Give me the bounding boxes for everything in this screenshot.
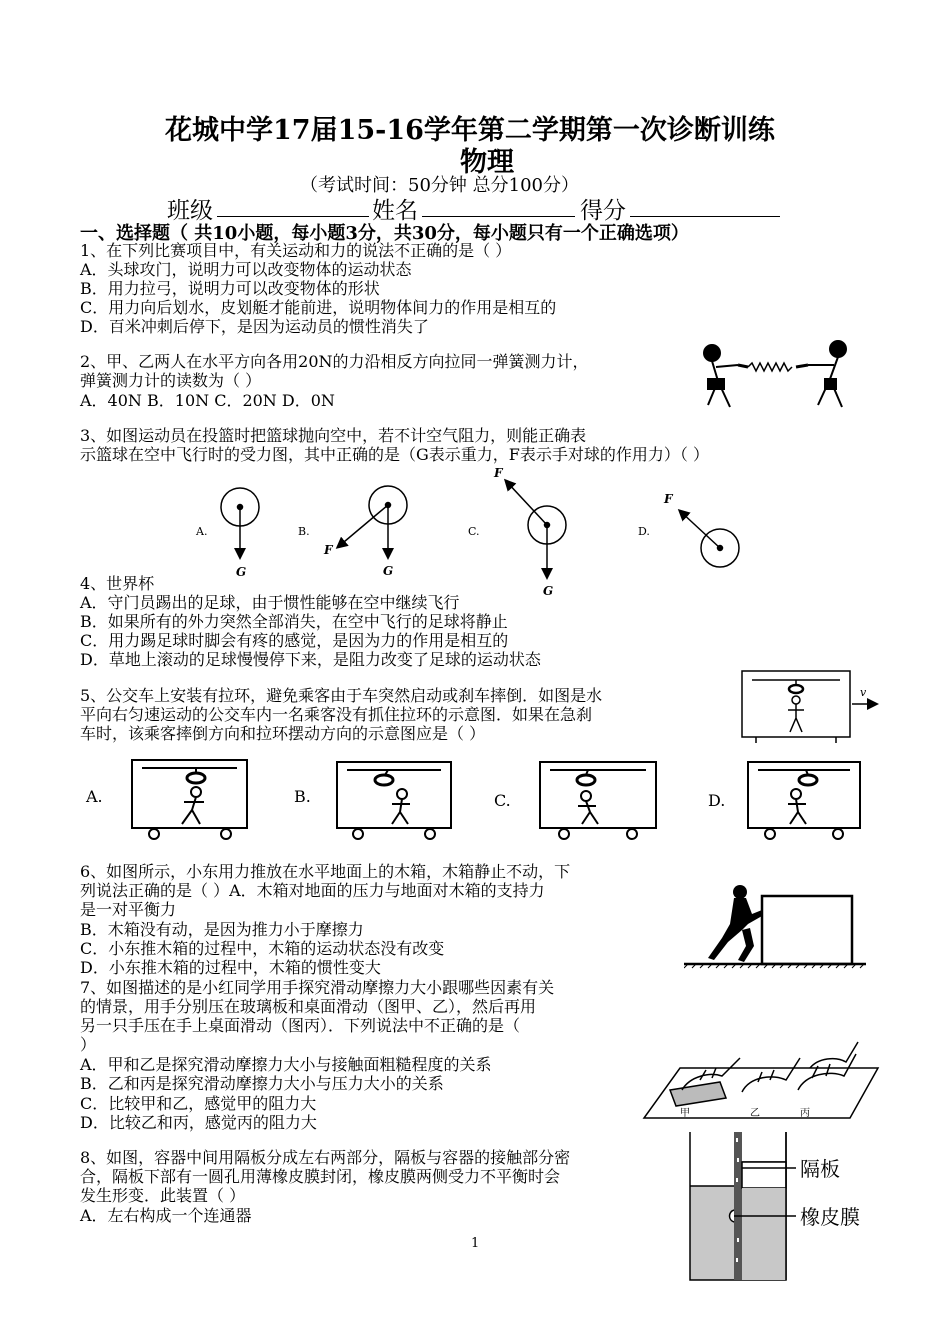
q7-line2: 的情景，用手分别压在玻璃板和桌面滑动（图甲、乙），然后再用 bbox=[80, 997, 537, 1016]
q2-line2: 弹簧测力计的读数为（ ） bbox=[80, 371, 262, 390]
membrane-label: 橡皮膜 bbox=[800, 1205, 860, 1229]
q7-line3: 另一只手压在手上桌面滑动（图丙）．下列说法中不正确的是（ bbox=[80, 1016, 521, 1035]
q5-label-b: B. bbox=[294, 787, 311, 806]
class-label: 班级 bbox=[167, 198, 213, 224]
friction-hands-figure bbox=[640, 1028, 885, 1123]
q3-b-g: G bbox=[383, 564, 394, 578]
q2-options: A．40N B．10N C．20N D．0N bbox=[80, 391, 335, 410]
q1-option-d: D．百米冲刺后停下，是因为运动员的惯性消失了 bbox=[80, 317, 429, 336]
q3-line1: 3、如图运动员在投篮时把篮球抛向空中，若不计空气阻力，则能正确表 bbox=[80, 426, 587, 445]
q3-label-b: B. bbox=[298, 525, 310, 538]
q7-fig-label-jia: 甲 bbox=[680, 1108, 690, 1119]
subject-title: 物理 bbox=[460, 147, 514, 178]
page-number: 1 bbox=[471, 1236, 480, 1251]
score-label: 得分 bbox=[580, 198, 626, 224]
q6-line2: 列说法正确的是（ ）A．木箱对地面的压力与地面对木箱的支持力 bbox=[80, 881, 545, 900]
name-label: 姓名 bbox=[372, 198, 418, 224]
q5-label-c: C. bbox=[494, 791, 511, 810]
q8-line3: 发生形变．此装置（ ） bbox=[80, 1186, 246, 1205]
q6-option-b: B．木箱没有动，是因为推力小于摩擦力 bbox=[80, 920, 364, 939]
q7-option-d: D．比较乙和丙，感觉丙的阻力大 bbox=[80, 1113, 317, 1132]
q7-line4: ） bbox=[80, 1035, 97, 1054]
q7-option-a: A．甲和乙是探究滑动摩擦力大小与接触面粗糙程度的关系 bbox=[80, 1055, 492, 1074]
q3-line2: 示篮球在空中飞行时的受力图，其中正确的是（G表示重力，F表示手对球的作用力）（ ） bbox=[80, 445, 709, 464]
q3-a-g: G bbox=[236, 565, 247, 579]
partition-label: 隔板 bbox=[800, 1157, 840, 1181]
q3-label-c: C. bbox=[468, 525, 480, 538]
q6-option-d: D．小东推木箱的过程中，木箱的惯性变大 bbox=[80, 958, 381, 977]
class-blank[interactable] bbox=[217, 216, 369, 217]
q5-label-d: D. bbox=[708, 791, 726, 810]
bus-options-figure bbox=[80, 752, 870, 844]
name-blank[interactable] bbox=[422, 216, 575, 217]
q3-label-a: A. bbox=[196, 525, 208, 538]
section-heading: 一、选择题（ 共10小题，每小题3分，共30分，每小题只有一个正确选项） bbox=[80, 223, 689, 244]
q7-fig-label-yi: 乙 bbox=[750, 1108, 760, 1119]
q3-b-f: F bbox=[324, 543, 333, 557]
score-blank[interactable] bbox=[630, 216, 780, 217]
page-title: 花城中学17届15-16学年第二学期第一次诊断训练 bbox=[165, 115, 775, 146]
q1-option-a: A．头球攻门，说明力可以改变物体的运动状态 bbox=[80, 260, 412, 279]
exam-info: （考试时间：50分钟 总分100分） bbox=[300, 175, 579, 196]
q7-line1: 7、如图描述的是小红同学用手探究滑动摩擦力大小跟哪些因素有关 bbox=[80, 978, 555, 997]
q5-label-a: A. bbox=[86, 787, 103, 806]
q7-fig-label-bing: 丙 bbox=[800, 1108, 810, 1119]
q5-line3: 车时，该乘客摔倒方向和拉环摆动方向的示意图应是（ ） bbox=[80, 724, 486, 743]
q7-option-b: B．乙和丙是探究滑动摩擦力大小与压力大小的关系 bbox=[80, 1074, 444, 1093]
force-diagrams bbox=[180, 465, 780, 600]
q6-option-c: C．小东推木箱的过程中，木箱的运动状态没有改变 bbox=[80, 939, 445, 958]
q5-line1: 5、公交车上安装有拉环，避免乘客由于车突然启动或刹车摔倒．如图是水 bbox=[80, 686, 603, 705]
q1-stem: 1、在下列比赛项目中，有关运动和力的说法不正确的是（ ） bbox=[80, 241, 512, 260]
q4-option-b: B．如果所有的外力突然全部消失，在空中飞行的足球将静止 bbox=[80, 612, 508, 631]
q8-option-a: A．左右构成一个连通器 bbox=[80, 1206, 252, 1225]
q5-line2: 平向右匀速运动的公交车内一名乘客没有抓住拉环的示意图．如果在急刹 bbox=[80, 705, 593, 724]
container-partition-figure bbox=[680, 1128, 870, 1283]
q6-line3: 是一对平衡力 bbox=[80, 900, 177, 919]
push-box-figure bbox=[684, 880, 869, 972]
q2-line1: 2、甲、乙两人在水平方向各用20N的力沿相反方向拉同一弹簧测力计， bbox=[80, 352, 589, 371]
q6-line1: 6、如图所示，小东用力推放在水平地面上的木箱，木箱静止不动，下 bbox=[80, 862, 571, 881]
tug-of-war-figure bbox=[690, 335, 865, 415]
q3-label-d: D. bbox=[638, 525, 650, 538]
q4-option-c: C．用力踢足球时脚会有疼的感觉，是因为力的作用是相互的 bbox=[80, 631, 509, 650]
q7-option-c: C．比较甲和乙，感觉甲的阻力大 bbox=[80, 1094, 317, 1113]
q3-c-g: G bbox=[543, 584, 554, 598]
q3-d-f: F bbox=[664, 492, 673, 506]
q1-option-c: C．用力向后划水，皮划艇才能前进，说明物体间力的作用是相互的 bbox=[80, 298, 557, 317]
q4-stem: 4、世界杯 bbox=[80, 574, 155, 593]
bus-reference-figure bbox=[738, 668, 883, 744]
q4-option-a: A．守门员踢出的足球，由于惯性能够在空中继续飞行 bbox=[80, 593, 460, 612]
q3-c-f: F bbox=[494, 466, 503, 480]
velocity-label: v bbox=[860, 686, 867, 699]
q8-line2: 合，隔板下部有一圆孔用薄橡皮膜封闭，橡皮膜两侧受力不平衡时会 bbox=[80, 1167, 561, 1186]
q1-option-b: B．用力拉弓，说明力可以改变物体的形状 bbox=[80, 279, 380, 298]
q4-option-d: D．草地上滚动的足球慢慢停下来，是阻力改变了足球的运动状态 bbox=[80, 650, 541, 669]
q8-line1: 8、如图，容器中间用隔板分成左右两部分，隔板与容器的接触部分密 bbox=[80, 1148, 571, 1167]
